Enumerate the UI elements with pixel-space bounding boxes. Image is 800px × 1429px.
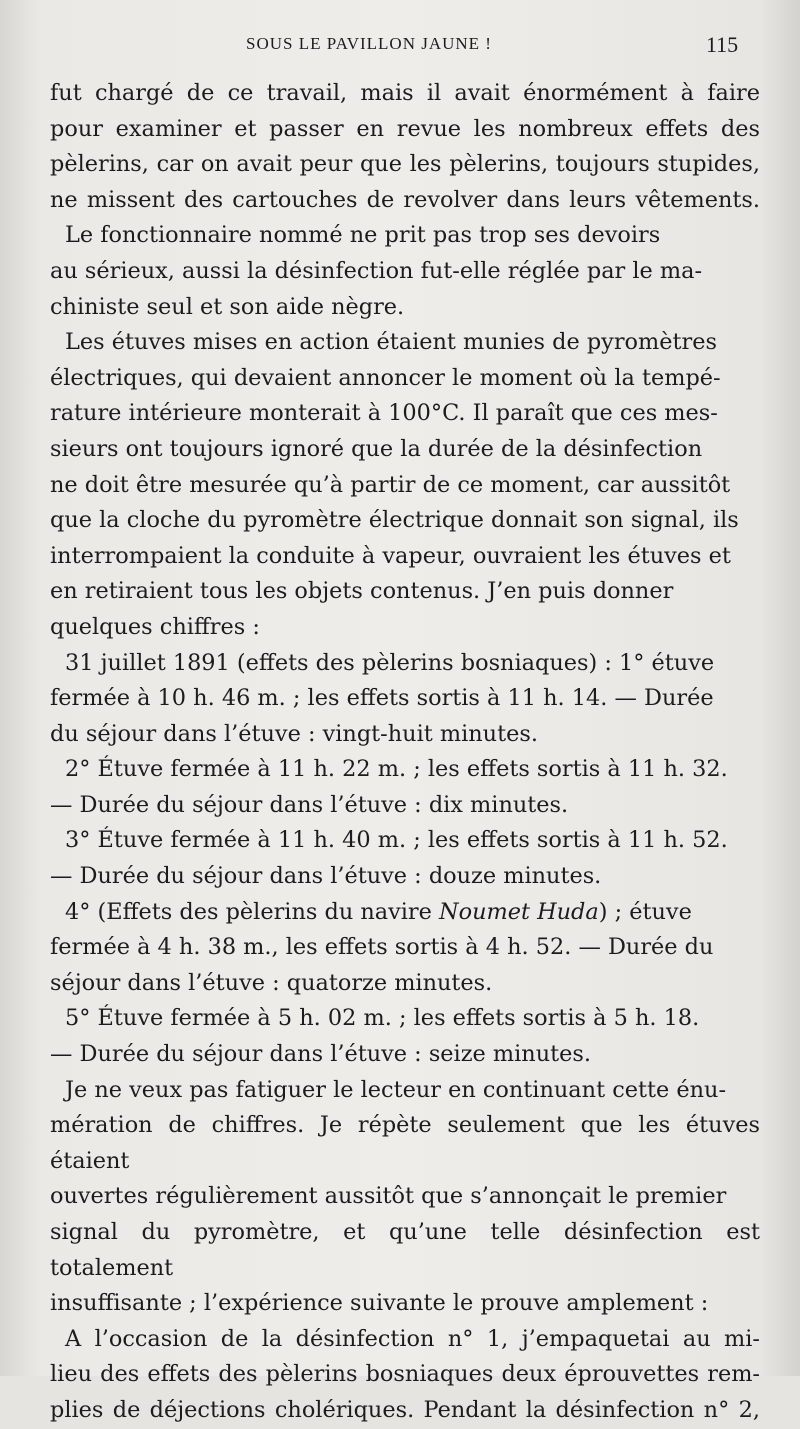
text-line: signal du pyromètre, et qu’une telle désinfection est totalement: [50, 1219, 760, 1281]
text-line: sieurs ont toujours ignoré que la durée de la désinfection: [50, 435, 703, 462]
paragraph-4: [50, 646, 760, 753]
text-line: insuffisante ; l’expérience suivante le prouve amplement :: [50, 1290, 709, 1317]
body-text: [50, 76, 760, 1429]
text-line: électriques, qui devaient annoncer le moment où la tempé-: [50, 364, 721, 391]
text-line: 2° Étuve fermée à 11 h. 22 m. ; les effets sortis à 11 h. 32.: [65, 756, 728, 783]
text-line: fut chargé de ce travail, mais il avait énormément à faire: [50, 80, 760, 106]
text-line: pour examiner et passer en revue les nombreux effets des: [50, 115, 760, 142]
text-line: A l’occasion de la désinfection n° 1, j’empaquetai au mi-: [65, 1325, 760, 1352]
paragraph-3: [50, 325, 760, 645]
text-line: plies de déjections cholériques. Pendant la désinfection n° 2,: [50, 1396, 760, 1423]
paragraph-1: [50, 76, 760, 218]
paragraph-9: [50, 1073, 760, 1322]
text-line: interrompaient la conduite à vapeur, ouvraient les étuves et: [50, 542, 731, 569]
text-line: ne doit être mesurée qu’à partir de ce moment, car aussitôt: [50, 471, 731, 498]
text-line: Les étuves mises en action étaient munies de pyromètres: [65, 329, 717, 356]
text-line: pèlerins, car on avait peur que les pèlerins, toujours stupides,: [50, 151, 760, 178]
text-line: rature intérieure monterait à 100°C. Il paraît que ces mes-: [50, 400, 718, 427]
text-line: 3° Étuve fermée à 11 h. 40 m. ; les effets sortis à 11 h. 52.: [65, 827, 728, 854]
text-line: quelques chiffres :: [50, 613, 260, 640]
paragraph-7: [50, 895, 760, 1002]
page-header: [0, 34, 800, 60]
text-line: — Durée du séjour dans l’étuve : seize minutes.: [50, 1041, 591, 1068]
paragraph-2: [50, 218, 760, 325]
text-line: — Durée du séjour dans l’étuve : douze minutes.: [50, 863, 602, 890]
paragraph-10: [50, 1322, 760, 1429]
text-line: Je ne veux pas fatiguer le lecteur en continuant cette énu-: [65, 1076, 727, 1103]
running-title: SOUS LE PAVILLON JAUNE !: [246, 34, 492, 53]
text-line: fermée à 4 h. 38 m., les effets sortis à 4 h. 52. — Durée du: [50, 934, 714, 961]
text-line: mération de chiffres. Je répète seulement que les étuves étaient: [50, 1112, 760, 1174]
text-line: 5° Étuve fermée à 5 h. 02 m. ; les effets sortis à 5 h. 18.: [65, 1005, 700, 1032]
text-line: chiniste seul et son aide nègre.: [50, 293, 405, 320]
text-line: séjour dans l’étuve : quatorze minutes.: [50, 969, 493, 996]
page-number: 115: [706, 32, 739, 57]
text-line: en retiraient tous les objets contenus. J’en puis donner: [50, 578, 674, 605]
text-line: — Durée du séjour dans l’étuve : dix minutes.: [50, 791, 569, 818]
text-line: 4° (Effets des pèlerins du navire Noumet Huda) ; étuve: [65, 898, 692, 925]
text-line: Le fonctionnaire nommé ne prit pas trop ses devoirs: [65, 222, 661, 249]
text-line: ne missent des cartouches de revolver dans leurs vêtements.: [50, 186, 760, 213]
text-line: fermée à 10 h. 46 m. ; les effets sortis à 11 h. 14. — Durée: [50, 685, 714, 712]
text-line: que la cloche du pyromètre électrique donnait son signal, ils: [50, 507, 739, 534]
text-line: du séjour dans l’étuve : vingt-huit minutes.: [50, 720, 538, 747]
text-line: lieu des effets des pèlerins bosniaques deux éprouvettes rem-: [50, 1361, 760, 1388]
text-line: au sérieux, aussi la désinfection fut-elle réglée par le ma-: [50, 257, 703, 284]
text-line: ouvertes régulièrement aussitôt que s’annonçait le premier: [50, 1183, 727, 1210]
paragraph-8: [50, 1001, 760, 1072]
text-line: 31 juillet 1891 (effets des pèlerins bosniaques) : 1° étuve: [65, 649, 715, 676]
ship-name: Noumet Huda: [439, 898, 599, 925]
paragraph-6: [50, 823, 760, 894]
paragraph-5: [50, 752, 760, 823]
